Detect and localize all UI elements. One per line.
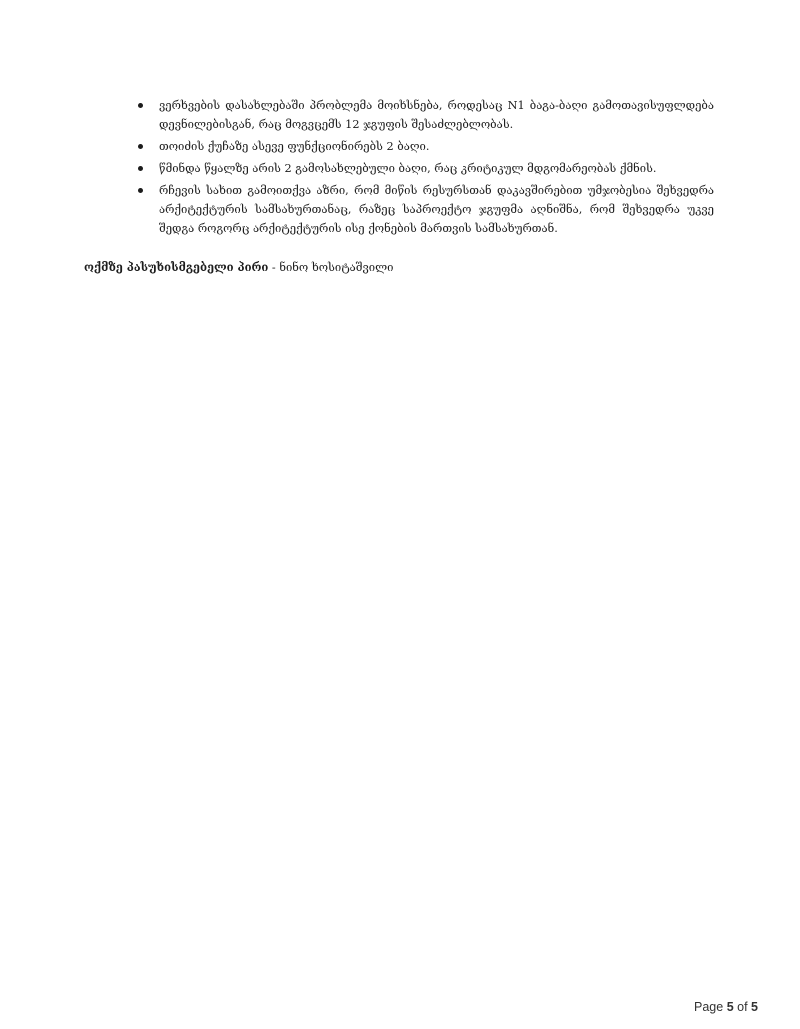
- list-item-text: რჩევის სახით გამოითქვა აზრი, რომ მიწის რესურსთან დაკავშირებით უმჯობესია შეხვედრა არქიტექტურის სამსახურთანაც, რაზეც საპროექტო ჯგუფმა აღნიშნა, რომ შეხვედრა უკვე შედგა როგორც არქიტექტურის ისე ქონების მართვის სამსახურთან.: [159, 184, 714, 235]
- page-word: Page: [694, 1000, 724, 1014]
- list-item: [124, 96, 714, 134]
- list-item: [124, 159, 714, 178]
- responsible-person-line: [84, 258, 724, 277]
- list-item-text: ვერხვების დასახლებაში პრობლემა მოიხსნება, როდესაც N1 ბაგა-ბაღი გამოთავისუფლდება დევნილებისგან, რაც მოგვცემს 12 ჯგუფის შესაძლებლობას.: [159, 99, 714, 131]
- bullet-dot-icon: [138, 103, 143, 108]
- bullet-dot-icon: [138, 188, 143, 193]
- responsible-separator: -: [268, 261, 280, 274]
- list-item: [124, 181, 714, 238]
- list-item: [124, 137, 714, 156]
- bullet-list: [124, 96, 714, 241]
- of-word: of: [737, 1000, 748, 1014]
- page-number-footer: [694, 1000, 758, 1014]
- bullet-dot-icon: [138, 144, 143, 149]
- responsible-person-label: ოქმზე პასუხისმგებელი პირი: [84, 260, 269, 274]
- current-page-number: 5: [726, 1000, 734, 1014]
- bullet-dot-icon: [138, 166, 143, 171]
- total-page-number: 5: [751, 1000, 758, 1014]
- responsible-person-name: ნინო ხოსიტაშვილი: [279, 261, 394, 274]
- list-item-text: წმინდა წყალზე არის 2 გამოსახლებული ბაღი, რაც კრიტიკულ მდგომარეობას ქმნის.: [159, 162, 657, 175]
- list-item-text: თოიძის ქუჩაზე ასევე ფუნქციონირებს 2 ბაღი.: [159, 140, 430, 153]
